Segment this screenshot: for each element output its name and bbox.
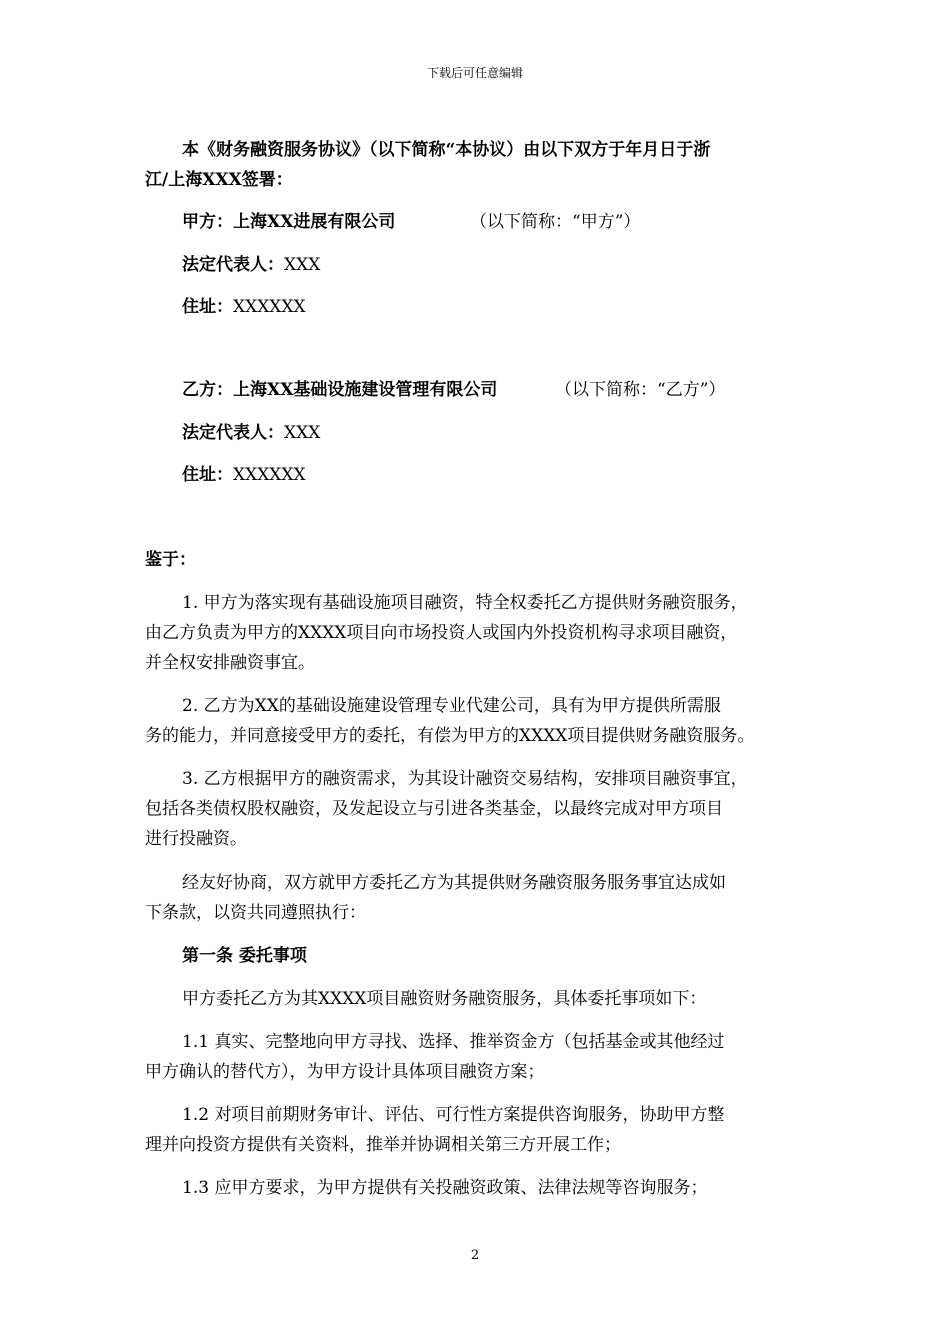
party-a-rep xyxy=(182,254,320,276)
party-b-addr-label: 住址： xyxy=(182,465,233,485)
party-a-name: 甲方：上海XX进展有限公司 xyxy=(182,212,396,232)
article-1-item-3-line-1: 1.3 应甲方要求，为甲方提供有关投融资政策、法律法规等咨询服务； xyxy=(182,1178,708,1198)
article-1-item-2-line-1: 1.2 对项目前期财务审计、评估、可行性方案提供咨询服务，协助甲方整 xyxy=(182,1105,725,1125)
party-b-addr-value: XXXXXX xyxy=(233,465,306,485)
party-b-rep-value: XXX xyxy=(284,423,321,443)
intro-line-1: 本《财务融资服务协议》（以下简称“本协议）由以下双方于年月日于浙 xyxy=(182,140,711,160)
article-1-item-2-line-2: 理并向投资方提供有关资料，推举并协调相关第三方开展工作； xyxy=(145,1135,621,1155)
header-note: 下载后可任意编辑 xyxy=(426,66,523,80)
whereas-item-1-line-2: 由乙方负责为甲方的XXXX项目向市场投资人或国内外投资机构寻求项目融资， xyxy=(145,623,738,643)
whereas-item-1-line-3: 并全权安排融资事宜。 xyxy=(145,653,315,673)
consensus-line-2: 下条款，以资共同遵照执行： xyxy=(145,903,366,923)
party-b-rep-label: 法定代表人： xyxy=(182,423,284,443)
party-a-rep-value: XXX xyxy=(284,255,321,275)
page-number: 2 xyxy=(470,1248,480,1263)
article-1-item-1-line-2: 甲方确认的替代方），为甲方设计具体项目融资方案； xyxy=(145,1062,545,1082)
party-a-abbr: （以下简称：“甲方”） xyxy=(470,212,641,232)
party-b-name: 乙方：上海XX基础设施建设管理有限公司 xyxy=(182,380,498,400)
consensus-line-1: 经友好协商，双方就甲方委托乙方为其提供财务融资服务服务事宜达成如 xyxy=(182,873,726,893)
article-1-title: 第一条 委托事项 xyxy=(182,946,307,966)
whereas-item-3-line-3: 进行投融资。 xyxy=(145,829,247,849)
whereas-item-2-line-2: 务的能力，并同意接受甲方的委托，有偿为甲方的XXXX项目提供财务融资服务。 xyxy=(145,726,755,746)
party-a-rep-label: 法定代表人： xyxy=(182,255,284,275)
whereas-item-1-line-1: 1. 甲方为落实现有基础设施项目融资，特全权委托乙方提供财务融资服务， xyxy=(182,593,748,613)
whereas-title: 鉴于： xyxy=(145,550,196,570)
intro-line-2: 江/上海XXX签署： xyxy=(145,170,293,190)
party-a-addr xyxy=(182,296,306,318)
party-a-addr-label: 住址： xyxy=(182,297,233,317)
article-1-intro: 甲方委托乙方为其XXXX项目融资财务融资服务，具体委托事项如下： xyxy=(182,989,707,1009)
party-b-rep xyxy=(182,422,320,444)
whereas-item-2-line-1: 2. 乙方为XX的基础设施建设管理专业代建公司，具有为甲方提供所需服 xyxy=(182,696,721,716)
whereas-item-3-line-1: 3. 乙方根据甲方的融资需求，为其设计融资交易结构，安排项目融资事宜， xyxy=(182,769,748,789)
whereas-item-3-line-2: 包括各类债权股权融资，及发起设立与引进各类基金，以最终完成对甲方项目 xyxy=(145,799,723,819)
party-a-addr-value: XXXXXX xyxy=(233,297,306,317)
party-b-addr xyxy=(182,464,306,486)
article-1-item-1-line-1: 1.1 真实、完整地向甲方寻找、选择、推举资金方（包括基金或其他经过 xyxy=(182,1032,725,1052)
party-b-abbr: （以下简称：“乙方”） xyxy=(555,380,726,400)
